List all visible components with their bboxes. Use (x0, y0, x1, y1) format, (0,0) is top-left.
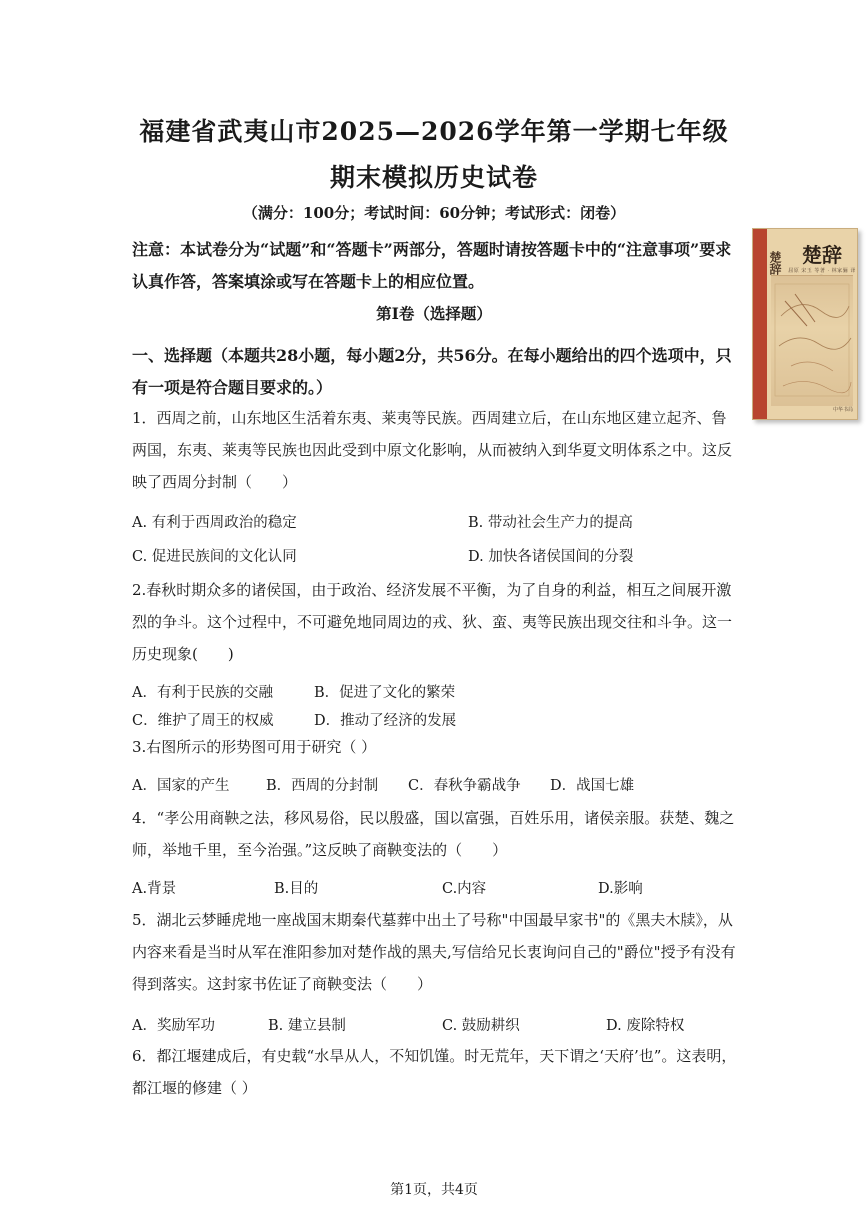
book-spine (753, 229, 767, 419)
question-3-option-a: A．国家的产生 (132, 778, 230, 794)
question-2-option-c: C．维护了周王的权威 (132, 713, 274, 729)
section-title: 一、选择题（本题共28小题，每小题2分，共56分。在每小题给出的四个选项中，只有一项是符合题目要求的。） (132, 346, 732, 397)
book-art-icon (771, 276, 853, 406)
exam-info: （满分：100分；考试时间：60分钟；考试形式：闭卷） (242, 204, 626, 222)
question-1-option-a: A. 有利于西周政治的稳定 (132, 515, 297, 531)
question-2-stem: 2.春秋时期众多的诸侯国，由于政治、经济发展不平衡，为了自身的利益，相互之间展开激烈的争斗。这个过程中，不可避免地同周边的戎、狄、蛮、夷等民族出现交往和斗争。这一历史现象( ) (132, 581, 733, 663)
question-5-option-c: C. 鼓励耕织 (442, 1018, 520, 1034)
question-4-stem: 4．“孝公用商鞅之法，移风易俗，民以殷盛，国以富强，百姓乐用，诸侯亲服。获楚、魏之师，举地千里，至今治强。”这反映了商鞅变法的（ ） (132, 809, 735, 859)
volume-title: 第Ⅰ卷（选择题） (376, 304, 492, 323)
question-4-option-d: D.影响 (598, 881, 643, 897)
question-3-option-d: D．战国七雄 (550, 778, 635, 794)
question-5-option-d: D. 废除特权 (606, 1018, 685, 1034)
question-5-stem: 5．湖北云梦睡虎地一座战国末期秦代墓葬中出土了号称"中国最早家书"的《黑夫木牍》，从内容来看是当时从军在淮阳参加对楚作战的黑夫,写信给兄长衷询问自己的"爵位"授予有没有得到落实。这封家书佐证了商鞅变法（ ） (132, 911, 736, 993)
question-4-option-a: A.背景 (132, 881, 177, 897)
question-2-option-b: B．促进了文化的繁荣 (314, 685, 456, 701)
question-2-option-a: A．有利于民族的交融 (132, 685, 273, 701)
question-6-stem: 6．都江堰建成后，有史载“水旱从人，不知饥馑。时无荒年，天下谓之‘天府’也”。这表明，都江堰的修建（ ） (132, 1047, 737, 1097)
question-1-stem: 1．西周之前，山东地区生活着东夷、莱夷等民族。西周建立后，在山东地区建立起齐、鲁两国，东夷、莱夷等民族也因此受到中原文化影响，从而被纳入到华夏文明体系之中。这反映了西周分封制（ ） (132, 409, 733, 491)
book-image (752, 228, 858, 420)
title-line-1: 福建省武夷山市2025—2026学年第一学期七年级 (139, 117, 729, 146)
question-3-stem: 3.右图所示的形势图可用于研究（ ） (132, 738, 377, 756)
question-4-option-b: B.目的 (274, 881, 319, 897)
book-subtitle: 屈原 宋玉 等著 · 林家骊 译 (788, 268, 856, 274)
question-1-option-b: B. 带动社会生产力的提高 (468, 515, 633, 531)
question-1-option-c: C. 促进民族间的文化认同 (132, 549, 297, 565)
notice: 注意：本试卷分为“试题”和“答题卡”两部分，答题时请按答题卡中的“注意事项”要求认真作答，答案填涂或写在答题卡上的相应位置。 (132, 240, 732, 291)
title-line-2: 期末模拟历史试卷 (329, 163, 538, 192)
question-5-option-a: A．奖励军功 (132, 1018, 215, 1034)
question-1-option-d: D. 加快各诸侯国间的分裂 (468, 549, 634, 565)
book-title: 楚辞 (802, 243, 842, 267)
page-footer: 第1页，共4页 (390, 1182, 478, 1198)
book-spine-text: 楚辞 (768, 251, 782, 275)
question-3-option-b: B．西周的分封制 (266, 778, 379, 794)
question-2-option-d: D．推动了经济的发展 (314, 713, 457, 729)
question-3-option-c: C．春秋争霸战争 (408, 778, 521, 794)
book-art (771, 275, 853, 406)
book-publisher: 中华书局 (832, 407, 853, 413)
question-5-option-b: B. 建立县制 (268, 1018, 346, 1034)
question-4-option-c: C.内容 (442, 881, 487, 897)
